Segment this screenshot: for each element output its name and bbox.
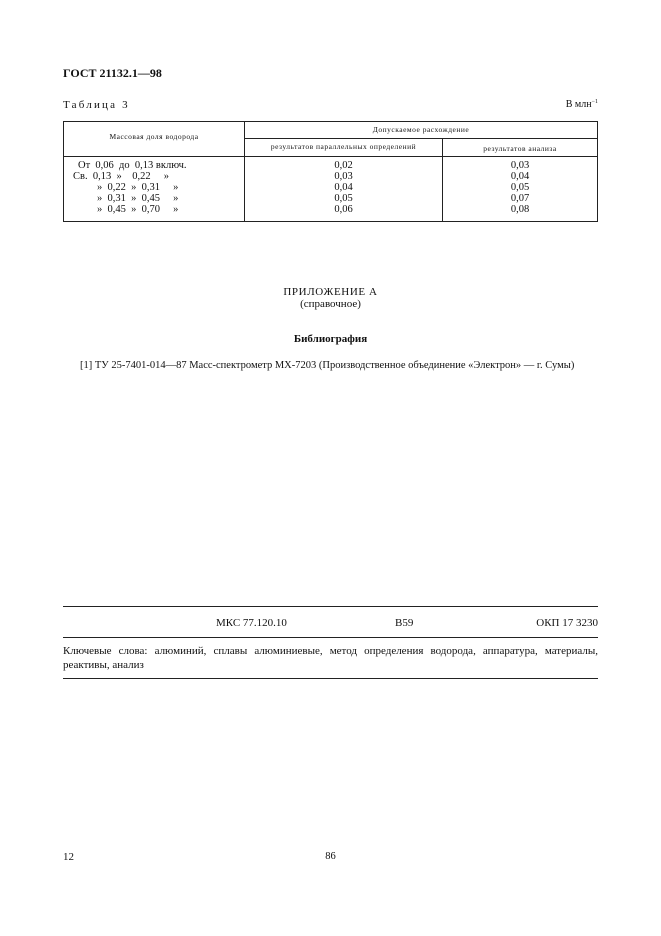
footer-middle-rule bbox=[63, 637, 598, 638]
table-cell-analysis: 0,05 bbox=[510, 182, 530, 193]
table-divider-group bbox=[244, 138, 597, 139]
table-row-range: » 0,31 » 0,45 » bbox=[97, 193, 179, 204]
units-label bbox=[566, 99, 598, 110]
bibliography-title: Библиография bbox=[293, 333, 368, 345]
appendix-subtitle: (справочное) bbox=[300, 298, 361, 310]
data-table bbox=[63, 121, 598, 222]
units-text: В млн bbox=[565, 99, 592, 110]
page-number-left: 12 bbox=[63, 851, 74, 863]
table-cell-analysis: 0,07 bbox=[510, 193, 530, 204]
table-cell-parallel: 0,04 bbox=[334, 182, 353, 193]
table-divider-header bbox=[64, 156, 597, 157]
keywords-text: Ключевые слова: алюминий, сплавы алюминиевые, метод определения водорода, аппаратура, материалы, реактивы, анализ bbox=[63, 645, 598, 671]
table-cell-analysis: 0,03 bbox=[510, 160, 530, 171]
table-cell-analysis: 0,08 bbox=[510, 204, 530, 215]
header-parallel-results: результатов параллельных определений bbox=[270, 142, 417, 151]
header-analysis-results: результатов анализа bbox=[483, 144, 557, 153]
okp-code: ОКП 17 3230 bbox=[536, 617, 598, 629]
table-row-range: Св. 0,13 » 0,22 » bbox=[73, 171, 169, 182]
table-label: Таблица 3 bbox=[63, 99, 130, 111]
bibliography-entry: [1] ТУ 25-7401-014—87 Масс-спектрометр МХ-7203 (Производственное объединение «Электрон» — г. Сумы) bbox=[80, 360, 575, 371]
header-hydrogen-fraction: Массовая доля водорода bbox=[109, 132, 199, 141]
table-row-range: » 0,45 » 0,70 » bbox=[97, 204, 179, 215]
document-code: ГОСТ 21132.1—98 bbox=[63, 66, 162, 80]
page-number-center: 86 bbox=[325, 851, 336, 862]
classification-code: В59 bbox=[395, 617, 414, 629]
footer-top-rule bbox=[63, 606, 598, 607]
appendix-title: ПРИЛОЖЕНИЕ А bbox=[283, 286, 378, 298]
table-row-range: От 0,06 до 0,13 включ. bbox=[78, 160, 187, 171]
table-cell-analysis: 0,04 bbox=[510, 171, 530, 182]
table-row-range: » 0,22 » 0,31 » bbox=[97, 182, 179, 193]
mks-code: МКС 77.120.10 bbox=[216, 617, 287, 629]
header-allowed-discrepancy: Допускаемое расхождение bbox=[372, 125, 470, 134]
table-cell-parallel: 0,06 bbox=[334, 204, 353, 215]
footer-bottom-rule bbox=[63, 678, 598, 679]
units-superscript: −1 bbox=[591, 99, 598, 105]
table-cell-parallel: 0,05 bbox=[334, 193, 353, 204]
table-cell-parallel: 0,02 bbox=[334, 160, 353, 171]
table-cell-parallel: 0,03 bbox=[334, 171, 353, 182]
